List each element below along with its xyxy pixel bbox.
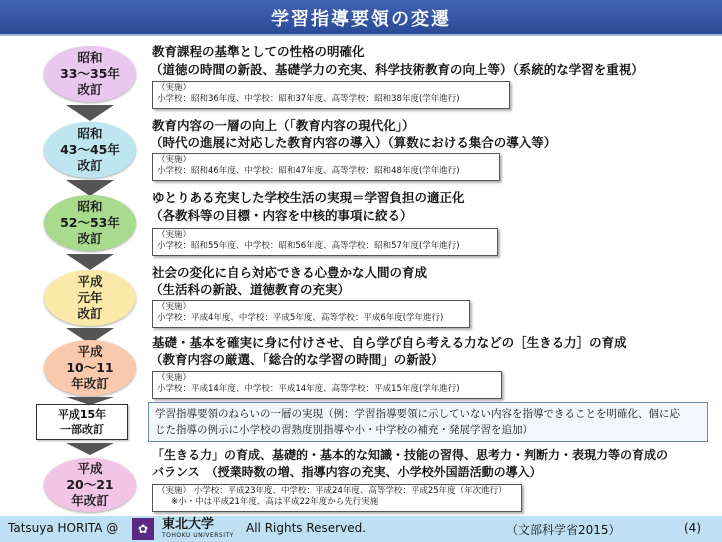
era-oval-s33 <box>44 46 136 102</box>
era-oval-s43 <box>44 122 136 178</box>
era-years: 元年 <box>77 290 103 305</box>
era-label: 平成 <box>77 344 103 359</box>
university-name-en: TOHOKU UNIVERSITY <box>162 532 234 539</box>
note-line: じた指導の例示に小学校の習熟度別指導や小・中学校の補充・発展学習を追加） <box>155 424 533 436</box>
implementation-box <box>152 371 502 399</box>
revision-subheading: （教育内容の厳選、「総合的な学習の時間」の新設） <box>150 352 444 367</box>
implementation-note: ※小・中は平成21年度、高は平成22年度から先行実施 <box>171 497 379 507</box>
implementation-text: 小学校：平成4年度、中学校：平成5年度、高等学校：平成6年度(学年進行) <box>157 313 444 323</box>
page-number: (4) <box>684 521 701 535</box>
era-type: 改訂 <box>77 158 103 173</box>
implementation-text: 小学校：昭和46年度、中学校：昭和47年度、高等学校：昭和48年度(学年進行) <box>157 166 460 176</box>
era-oval-h20 <box>44 458 136 512</box>
era-years: 52～53年 <box>60 215 120 230</box>
implementation-label: （実施） <box>157 83 192 93</box>
revision-heading: 「生きる力」の育成、基礎的・基本的な知識・技能の習得、思考力・判断力・表現力等の育成の <box>152 448 669 462</box>
revision-subheading: （各教科等の目標・内容を中核的事項に絞る） <box>150 208 413 223</box>
page-title: 学習指導要領の変遷 <box>271 9 451 30</box>
revision-subheading: （時代の進展に対応した教育内容の導入）（算数における集合の導入等） <box>150 135 557 150</box>
era-type: 改訂 <box>77 231 103 246</box>
era-type: 改訂 <box>77 82 103 97</box>
era-years: 20～21 <box>66 477 114 492</box>
implementation-label: （実施） <box>157 486 192 496</box>
implementation-text: 小学校：平成23年度、中学校：平成24年度、高等学校：平成25年度（年次進行） <box>193 486 507 496</box>
era-label: 平成 <box>77 274 103 289</box>
implementation-label: （実施） <box>157 155 192 165</box>
revision-heading-cont: バランス （授業時数の増、指導内容の充実、小学校外国語活動の導入） <box>152 465 542 479</box>
title-bar <box>0 0 722 36</box>
implementation-box <box>152 300 470 328</box>
era-years: 10～11 <box>66 360 114 375</box>
implementation-box <box>152 228 498 256</box>
revision-heading: 基礎・基本を確実に身に付けさせ、自ら学び自ら考える力などの［生きる力］の育成 <box>152 335 627 350</box>
rights-notice: All Rights Reserved. <box>246 521 367 535</box>
implementation-label: （実施） <box>157 230 192 240</box>
author-credit: Tatsuya HORITA @ <box>8 521 119 535</box>
revision-heading: ゆとりある充実した学校生活の実現＝学習負担の適正化 <box>152 190 465 205</box>
university-name: 東北大学 <box>162 517 215 532</box>
era-label: 昭和 <box>77 126 103 141</box>
era-years: 33～35年 <box>60 66 120 81</box>
revision-heading: 社会の変化に自ら対応できる心豊かな人間の育成 <box>152 265 428 280</box>
revision-heading: 教育課程の基準としての性格の明確化 <box>152 44 365 59</box>
revision-subheading: （生活科の新設、道徳教育の充実） <box>150 282 351 297</box>
partial-year: 平成15年 <box>57 408 107 421</box>
era-type: 年改訂 <box>71 493 109 508</box>
era-label: 昭和 <box>77 199 103 214</box>
era-oval-s52 <box>44 195 136 251</box>
down-arrow <box>66 180 114 196</box>
era-oval-h1 <box>44 270 136 326</box>
down-arrow <box>66 254 114 270</box>
source-citation: （文部科学省2015） <box>506 523 621 537</box>
era-label: 昭和 <box>77 50 103 65</box>
era-label: 平成 <box>77 461 103 476</box>
partial-revision-note <box>148 402 708 442</box>
implementation-box <box>152 484 522 512</box>
down-arrow <box>66 105 114 121</box>
revision-subheading: （道徳の時間の新設、基礎学力の充実、科学技術教育の向上等）（系統的な学習を重視） <box>150 62 644 77</box>
partial-type: 一部改訂 <box>60 423 104 436</box>
implementation-text: 小学校：昭和36年度、中学校：昭和37年度、高等学校：昭和38年度(学年進行) <box>157 94 460 104</box>
university-logo-icon: ✿ <box>132 518 154 540</box>
partial-revision-box <box>36 404 128 440</box>
implementation-box <box>152 153 500 181</box>
revision-heading: 教育内容の一層の向上（「教育内容の現代化」） <box>152 118 415 133</box>
footer <box>0 516 722 542</box>
down-arrow <box>66 443 114 455</box>
era-type: 改訂 <box>77 306 103 321</box>
implementation-label: （実施） <box>157 302 192 312</box>
era-oval-h10 <box>44 340 136 396</box>
implementation-box <box>152 81 510 109</box>
era-type: 年改訂 <box>71 376 109 391</box>
note-line: 学習指導要領のねらいの一層の実現（例：学習指導要領に示していない内容を指導できることを明確化、個に応 <box>155 408 680 420</box>
implementation-text: 小学校：昭和55年度、中学校：昭和56年度、高等学校：昭和57年度(学年進行) <box>157 241 460 251</box>
implementation-label: （実施） <box>157 373 192 383</box>
era-years: 43～45年 <box>60 142 120 157</box>
implementation-text: 小学校：平成14年度、中学校：平成14年度、高等学校：平成15年度(学年進行) <box>157 384 460 394</box>
